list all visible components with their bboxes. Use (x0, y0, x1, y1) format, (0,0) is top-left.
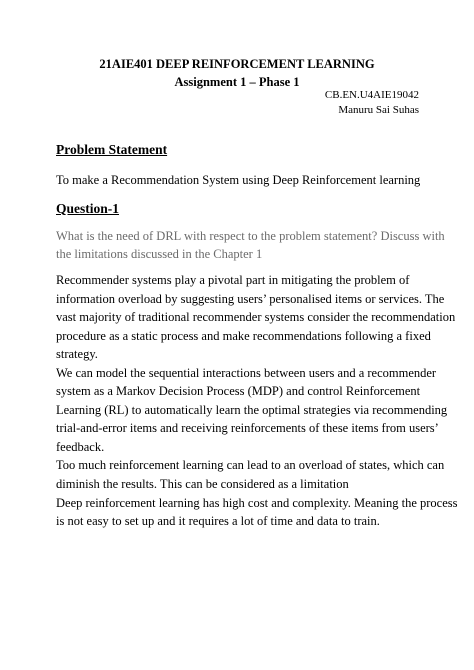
course-title: 21AIE401 DEEP REINFORCEMENT LEARNING (99, 57, 375, 71)
answer-line: feedback. (56, 439, 105, 454)
answer-line: Deep reinforcement learning has high cost and complexity. Meaning the process (56, 495, 458, 510)
question-line: What is the need of DRL with respect to the problem statement? Discuss with (56, 229, 445, 243)
roll-number: CB.EN.U4AIE19042 (324, 89, 419, 101)
answer-line: procedure as a static process and make recommendations following a fixed (56, 328, 431, 343)
question-heading: Question-1 (56, 201, 120, 216)
question-text (56, 227, 445, 263)
answer-line: Recommender systems play a pivotal part in mitigating the problem of (56, 273, 410, 287)
answer-line: We can model the sequential interactions between users and a recommender (56, 365, 437, 380)
answer-body (56, 271, 458, 531)
answer-line: diminish the results. This can be considered as a limitation (56, 477, 349, 492)
answer-line: information overload by suggesting users’ personalised items or services. The (56, 291, 445, 306)
answer-line: is not easy to set up and it requires a lot of time and data to train. (56, 514, 380, 529)
answer-line: Learning (RL) to automatically learn the optimal strategies via recommending (56, 402, 448, 417)
answer-line: Too much reinforcement learning can lead to an overload of states, which can (56, 458, 445, 473)
answer-line: vast majority of traditional recommender systems consider the recommendation (56, 310, 456, 325)
problem-statement-heading: Problem Statement (56, 142, 168, 157)
answer-line: trial-and-error items and receiving reinforcements of these items from users’ (56, 421, 439, 436)
assignment-title: Assignment 1 – Phase 1 (174, 75, 300, 89)
answer-line: strategy. (56, 347, 98, 362)
question-line: the limitations discussed in the Chapter 1 (56, 247, 263, 261)
student-name: Manuru Sai Suhas (338, 104, 419, 116)
problem-statement-text: To make a Recommendation System using Deep Reinforcement learning (56, 173, 421, 187)
answer-line: system as a Markov Decision Process (MDP) and control Reinforcement (56, 384, 421, 399)
